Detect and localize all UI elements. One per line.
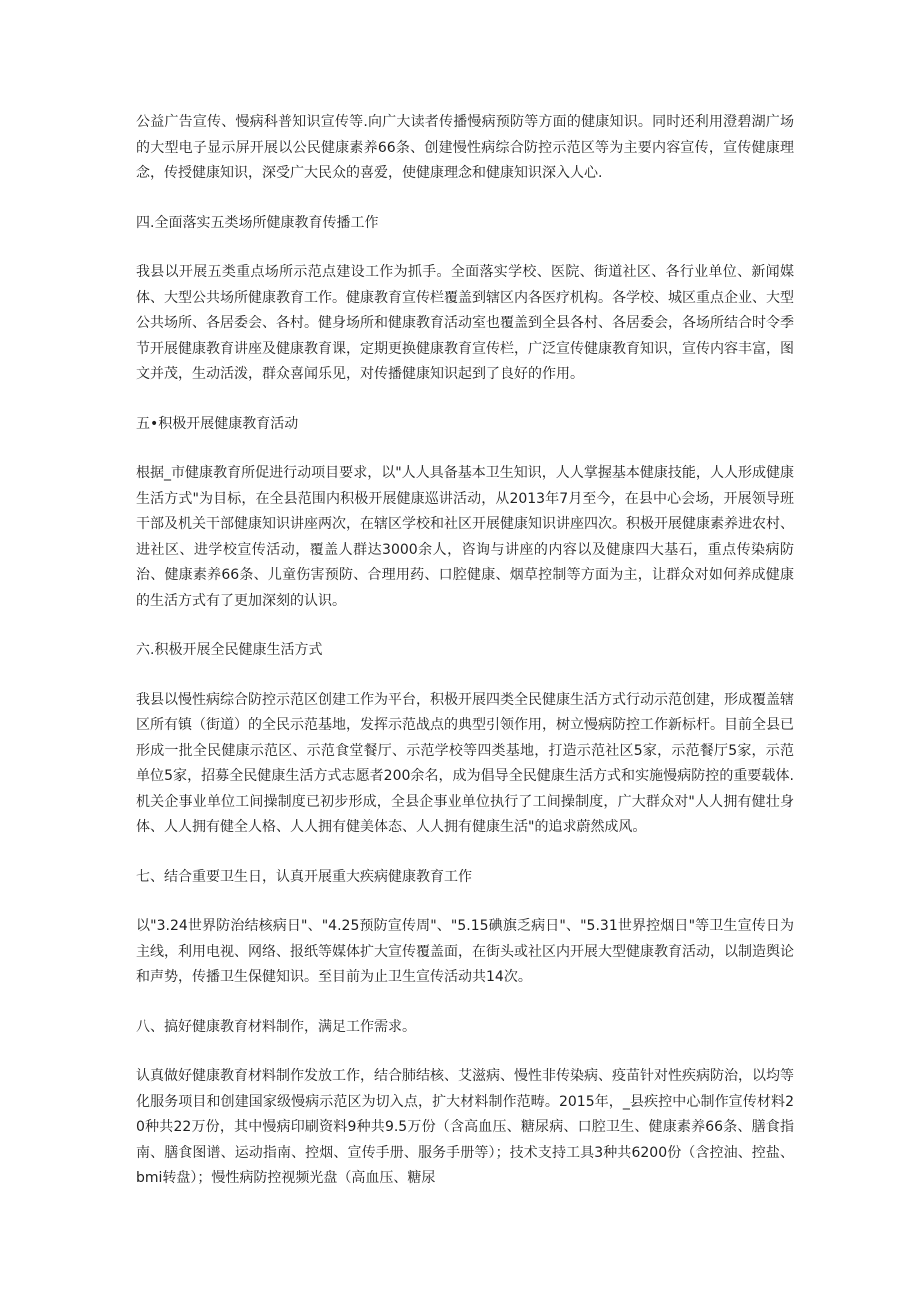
paragraph-health-activities: 根据_市健康教育所促进行动项目要求，以"人人具备基本卫生知识，人人掌握基本健康技能，人人形成健康生活方式"为目标，在全县范围内积极开展健康巡讲活动，从2013年7月至今，在县中心会场，开展领导班干部及机关干部健康知识讲座两次，在辖区学校和社区开展健康知识讲座四次。积极开展健康素养进农村、进社区、进学校宣传活动，覆盖人群达3000余人，咨询与讲座的内容以及健康四大基石，重点传染病防治、健康素养66条、儿童伤害预防、合理用药、口腔健康、烟草控制等方面为主，让群众对如何养成健康的生活方式有了更加深刻的认识。 xyxy=(136,465,794,609)
paragraph-materials: 认真做好健康教育材料制作发放工作，结合肺结核、艾滋病、慢性非传染病、疫苗针对性疾病防治，以均等化服务项目和创建国家级慢病示范区为切入点，扩大材料制作范畴。2015年，_县疾控中心制作宣传材料20种共22万份，其中慢病印刷资料9种共9.5万份（含高血压、糖尿病、口腔卫生、健康素养66条、膳食指南、膳食图谱、运动指南、控烟、宣传手册、服务手册等）；技术支持工具3种共6200份（含控油、控盐、bmi转盘）；慢性病防控视频光盘（高血压、糖尿 xyxy=(136,1068,794,1186)
section-heading-7: 七、结合重要卫生日，认真开展重大疾病健康教育工作 xyxy=(136,868,472,885)
paragraph-publicity-intro: 公益广告宣传、慢病科普知识宣传等.向广大读者传播慢病预防等方面的健康知识。同时还利用澄碧湖广场的大型电子显示屏开展以公民健康素养66条、创建慢性病综合防控示范区等为主要内容宣传，宣传健康理念，传授健康知识，深受广大民众的喜爱，使健康理念和健康知识深入人心. xyxy=(136,114,794,181)
section-heading-5: 五•积极开展健康教育活动 xyxy=(136,415,299,432)
document-body xyxy=(136,110,794,1216)
section-heading-8: 八、搞好健康教育材料制作，满足工作需求。 xyxy=(136,1018,416,1035)
section-heading-4: 四.全面落实五类场所健康教育传播工作 xyxy=(136,214,379,231)
paragraph-health-days: 以"3.24世界防治结核病日"、"4.25预防宣传周"、"5.15碘旗乏病日"、"5.31世界控烟日"等卫生宣传日为主线，利用电视、网络、报纸等媒体扩大宣传覆盖面，在街头或社区内开展大型健康教育活动，以制造舆论和声势，传播卫生保健知识。至目前为止卫生宣传活动共14次。 xyxy=(136,918,794,985)
paragraph-five-venues: 我县以开展五类重点场所示范点建设工作为抓手。全面落实学校、医院、街道社区、各行业单位、新闻媒体、大型公共场所健康教育工作。健康教育宣传栏覆盖到辖区内各医疗机构。各学校、城区重点企业、大型公共场所、各居委会、各村。健身场所和健康教育活动室也覆盖到全县各村、各居委会，各场所结合时令季节开展健康教育讲座及健康教育课，定期更换健康教育宣传栏，广泛宣传健康教育知识，宣传内容丰富，图文并茂，生动活泼，群众喜闻乐见，对传播健康知识起到了良好的作用。 xyxy=(136,264,794,382)
section-heading-6: 六.积极开展全民健康生活方式 xyxy=(136,642,323,658)
paragraph-healthy-lifestyle: 我县以慢性病综合防控示范区创建工作为平台，积极开展四类全民健康生活方式行动示范创建，形成覆盖辖区所有镇（街道）的全民示范基地，发挥示范战点的典型引领作用，树立慢病防控工作新标杆。目前全县已形成一批全民健康示范区、示范食堂餐厅、示范学校等四类基地，打造示范社区5家，示范餐厅5家，示范单位5家，招募全民健康生活方式志愿者200余名，成为倡导全民健康生活方式和实施慢病防控的重要载体.机关企事业单位工间操制度已初步形成，全县企事业单位执行了工间操制度，广大群众对"人人拥有健壮身体、人人拥有健全人格、人人拥有健美体态、人人拥有健康生活"的追求蔚然成风。 xyxy=(136,691,794,835)
